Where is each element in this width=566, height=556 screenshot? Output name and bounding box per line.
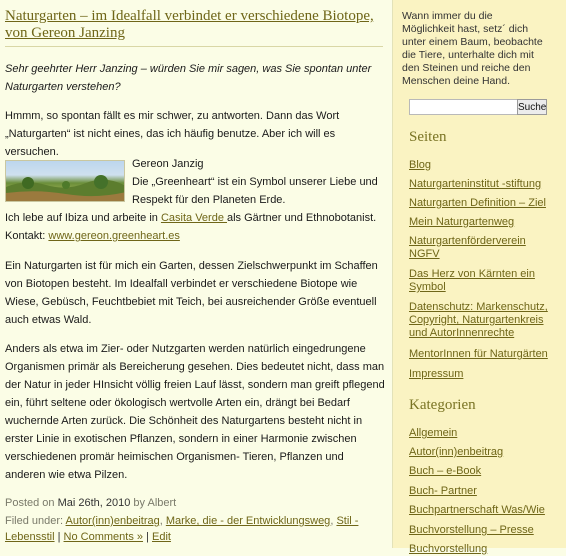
posted-on-label: Posted on <box>5 497 58 509</box>
contact-label: Kontakt: <box>5 230 49 242</box>
meta-separator: | <box>143 531 152 543</box>
list-item <box>409 348 557 361</box>
category-link[interactable]: Buch – e-Book <box>409 465 482 477</box>
category-link[interactable]: Marke, die - der Entwicklungsweg <box>165 515 331 527</box>
pages-heading: Seiten <box>409 129 447 145</box>
answer-paragraph: Hmmm, so spontan fällt es mir schwer, zu antworten. Dann das Wort „Naturgarten“ ist nicht eines, das ich häufig benutze. Aber ich will es versuchen. <box>5 110 340 158</box>
category-link[interactable]: Autor(inn)enbeitrag <box>65 515 160 527</box>
author-name: Gereon Janzig <box>132 158 204 170</box>
interview-question: Sehr geehrter Herr Janzing – würden Sie mir sagen, was Sie spontan unter Naturgarten verstehen? <box>5 63 372 93</box>
list-item <box>409 543 557 556</box>
edit-link[interactable]: Edit <box>152 531 171 543</box>
post-categories: Filed under: Autor(inn)enbeitrag, Marke, die - der Entwicklungsweg, Stil - Lebensstil | No Comments » | Edit <box>5 515 359 543</box>
post-date: Mai 26th, 2010 <box>57 497 131 509</box>
page-link[interactable]: Impressum <box>409 368 464 380</box>
category-link[interactable]: Autor(inn)enbeitrag <box>409 446 504 458</box>
categories-heading: Kategorien <box>409 397 476 413</box>
post-title[interactable]: Naturgarten – im Idealfall verbindet er verschiedene Biotope, von Gereon Janzing <box>5 8 383 47</box>
list-item <box>409 485 557 498</box>
search-button[interactable]: Suche <box>517 99 547 115</box>
page-link[interactable]: MentorInnen für Naturgärten <box>409 348 548 360</box>
page-link[interactable]: Das Herz von Kärnten ein Symbol <box>409 268 535 293</box>
sidebar <box>393 0 566 555</box>
paragraph-definition: Ein Naturgarten ist für mich ein Garten, dessen Zielschwerpunkt im Schaffen von Biotopen besteht. Im Idealfall verbindet er verschiedene Biotope wie Wiese, Gebüsch, Feuchtbebiet mit Teich, bei ausreichender Größe eventuell auch etwas Wald. <box>5 260 378 326</box>
bio-suffix: als Gärtner und Ethnobotanist. <box>227 212 377 224</box>
list-item <box>409 368 557 381</box>
page-link[interactable]: Mein Naturgartenweg <box>409 216 515 228</box>
page-link[interactable]: Datenschutz: Markenschutz, Copyright, Naturgartenkreis und AutorInnenrechte <box>409 301 548 339</box>
category-link[interactable]: Buchvorstellung <box>409 543 488 555</box>
list-item <box>409 268 557 294</box>
contact-link[interactable]: www.gereon.greenheart.es <box>48 230 180 242</box>
list-item <box>409 197 557 210</box>
page-link[interactable]: Naturgartenförderverein NGFV <box>409 235 526 260</box>
image-caption: Die „Greenheart“ ist ein Symbol unserer Liebe und Respekt für den Planeten Erde. <box>132 176 378 206</box>
casita-verde-link[interactable]: Casita Verde <box>160 212 227 224</box>
category-link[interactable]: Buchpartnerschaft Was/Wie <box>409 504 545 516</box>
category-link[interactable]: Buch- Partner <box>409 485 477 497</box>
list-item <box>409 235 557 261</box>
list-item <box>409 301 557 340</box>
category-link[interactable]: Buchvorstellung – Presse <box>409 524 534 536</box>
page-link[interactable]: Naturgarten Definition – Ziel <box>409 197 546 209</box>
search-input[interactable] <box>409 99 518 115</box>
list-item <box>409 427 557 440</box>
post-meta <box>5 495 385 511</box>
category-link[interactable]: Stil - Lebensstil <box>5 515 359 543</box>
page-link[interactable]: Blog <box>409 159 432 171</box>
greenheart-image <box>5 160 125 202</box>
list-item <box>409 524 557 537</box>
list-item <box>409 465 557 478</box>
list-item <box>409 504 557 517</box>
page-link[interactable]: Naturgarteninstitut -stiftung <box>409 178 542 190</box>
sidebar-intro: Wann immer du die Möglichkeit hast, setz´ dich unter einem Baum, beobachte die Tiere, unterhalte dich mit den Steinen und reiche den Menschen deine Hand. <box>402 10 543 87</box>
by-label: by <box>130 497 148 509</box>
filed-under-label: Filed under: <box>5 515 66 527</box>
meta-separator: | <box>54 531 64 543</box>
list-item <box>409 216 557 229</box>
author-contact <box>5 227 385 245</box>
list-item <box>409 446 557 459</box>
post-author: Albert <box>147 497 177 509</box>
author-bio <box>5 209 385 227</box>
comments-link[interactable]: No Comments » <box>63 531 144 543</box>
paragraph-organisms: Anders als etwa im Zier- oder Nutzgarten werden natürlich eingedrungene Organismen primär als Bereicherung gesehen. Dies bedeutet nicht, dass man der Natur in jeder HInsicht völlig freien Lauf lässt, sondern man greift pflegend ein, führt seltene oder ökologisch wertvolle Arten ein, drängt bei Bedarf wuchernde Arten zurück. Die Schönheit des Naturgartens besteht nicht in erster Linie in exotischen Pflanzen, sondern in einer Harmonie zwischen verschiedenen promär heimischen Organismen- Tieren, Pflanzen und anderen wie etwa Pilzen. <box>5 343 385 481</box>
list-item <box>409 159 557 172</box>
category-link[interactable]: Allgemein <box>409 427 458 439</box>
list-item <box>409 178 557 191</box>
bio-prefix: Ich lebe auf Ibiza und arbeite in <box>5 212 161 224</box>
